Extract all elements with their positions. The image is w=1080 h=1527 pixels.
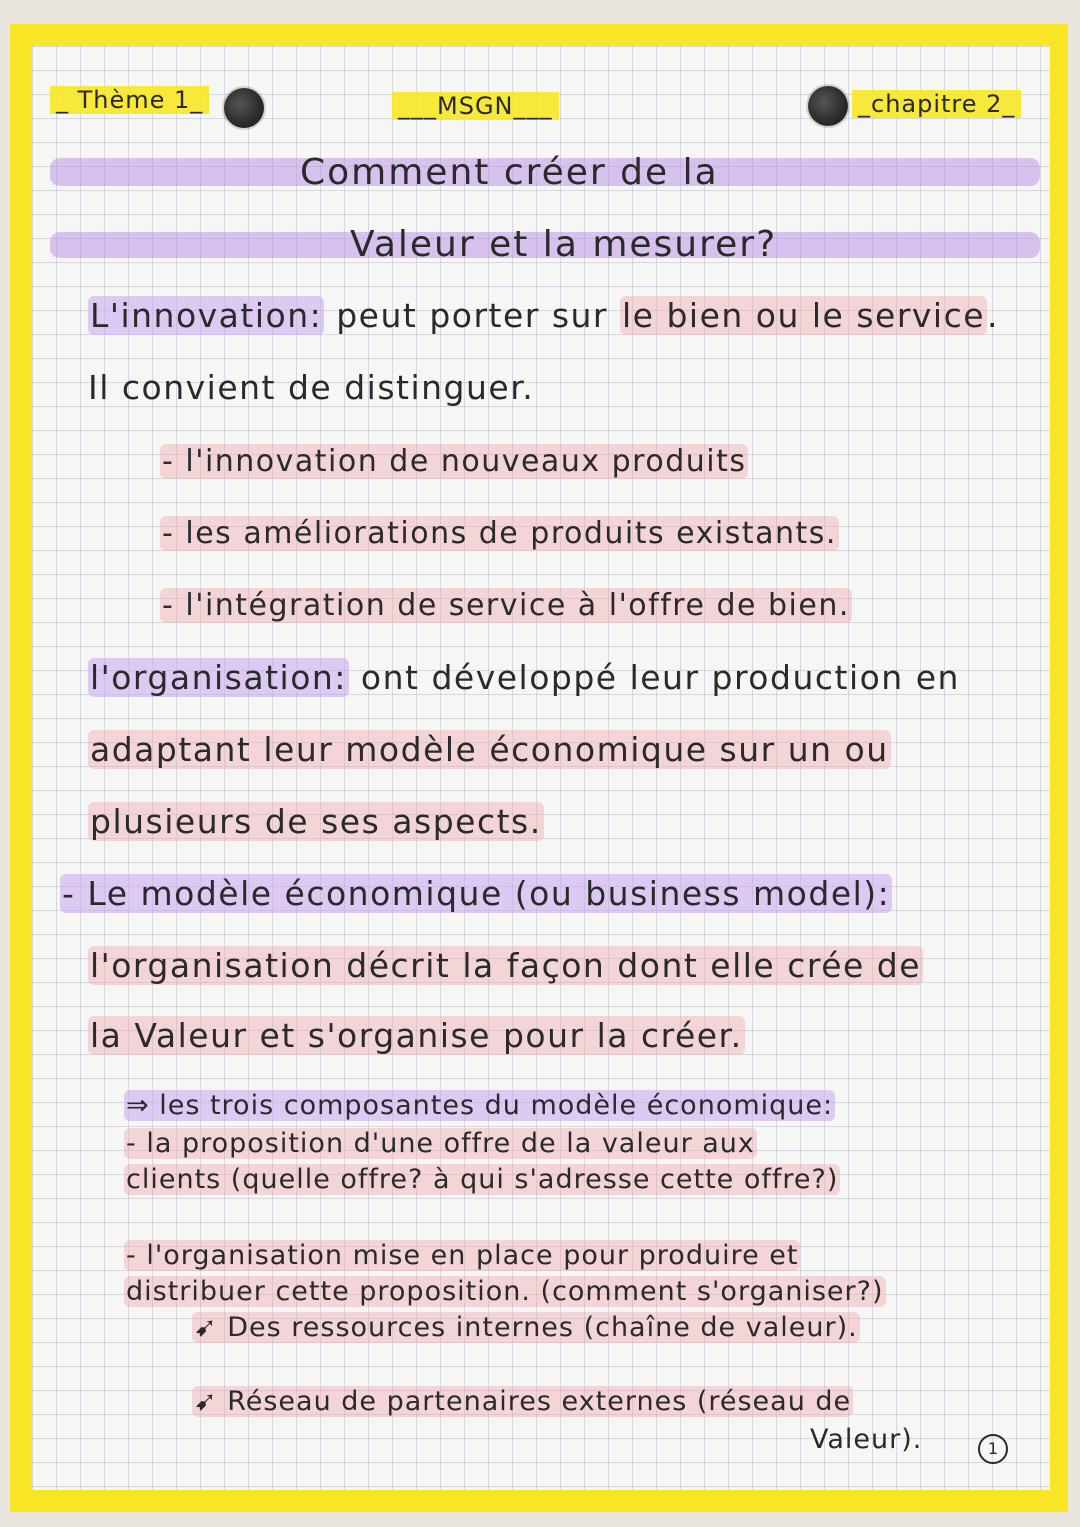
- header-subject: ___MSGN___: [392, 92, 559, 120]
- innovation-item-1: [160, 444, 748, 479]
- composante-2-sub-1-text: ➹ Des ressources internes (chaîne de valeur).: [194, 1312, 858, 1343]
- innovation-item-3-text: - l'intégration de service à l'offre de bien.: [162, 588, 850, 623]
- innovation-line-2: Il convient de distinguer.: [88, 368, 535, 407]
- modele-line-3: [88, 1016, 745, 1055]
- composante-2-line-2: [124, 1276, 886, 1307]
- modele-line-1: [60, 874, 892, 913]
- composante-1-line-1: [124, 1128, 757, 1159]
- composante-2-line-1: [124, 1240, 800, 1271]
- innovation-item-2: [160, 516, 839, 551]
- title-line-1: Comment créer de la: [300, 152, 719, 193]
- organisation-line-3: [88, 802, 544, 841]
- composante-2-sub-2-line-2: Valeur).: [810, 1424, 923, 1455]
- modele-line-2-text: l'organisation décrit la façon dont elle crée de: [90, 946, 922, 985]
- grid-paper: [32, 46, 1050, 1490]
- header-theme: _ Thème 1_: [50, 86, 209, 114]
- organisation-term: l'organisation:: [90, 658, 347, 697]
- binder-hole-right: [808, 86, 848, 126]
- composante-2-sub-2-line-1: [192, 1386, 853, 1417]
- page-number: 1: [978, 1434, 1008, 1464]
- organisation-line-3-text: plusieurs de ses aspects.: [90, 802, 542, 841]
- composante-1-line-1-text: - la proposition d'une offre de la valeur aux: [126, 1128, 755, 1159]
- composante-2-sub-1: [192, 1312, 860, 1343]
- organisation-line-2-text: adaptant leur modèle économique sur un ou: [90, 730, 889, 769]
- composante-1-line-2: [124, 1164, 840, 1195]
- notebook-sheet: [10, 24, 1068, 1512]
- innovation-end: .: [987, 296, 1000, 335]
- title-line-2: Valeur et la mesurer?: [350, 224, 778, 265]
- organisation-line-2: [88, 730, 891, 769]
- organisation-line-1: [88, 658, 960, 697]
- composantes-intro: [124, 1090, 835, 1121]
- modele-line-2: [88, 946, 923, 985]
- innovation-item-1-text: - l'innovation de nouveaux produits: [162, 444, 747, 479]
- modele-line-3-text: la Valeur et s'organise pour la créer.: [90, 1016, 743, 1055]
- header-chapter: _chapitre 2_: [852, 90, 1021, 118]
- binder-hole-left: [224, 88, 264, 128]
- innovation-highlight: le bien ou le service: [622, 296, 986, 335]
- innovation-rest: peut porter sur: [324, 296, 620, 335]
- composante-2-line-2-text: distribuer cette proposition. (comment s'organiser?): [126, 1276, 884, 1307]
- composantes-intro-text: ⇒ les trois composantes du modèle économique:: [126, 1090, 834, 1121]
- composante-1-line-2-text: clients (quelle offre? à qui s'adresse cette offre?): [126, 1164, 839, 1195]
- composante-2-sub-2-line-1-text: ➹ Réseau de partenaires externes (réseau de: [194, 1386, 852, 1417]
- innovation-line-1: [88, 296, 999, 335]
- organisation-rest: ont développé leur production en: [348, 658, 960, 697]
- innovation-item-3: [160, 588, 852, 623]
- innovation-term: L'innovation:: [90, 296, 323, 335]
- innovation-item-2-text: - les améliorations de produits existants.: [162, 516, 837, 551]
- modele-line-1-text: - Le modèle économique (ou business model):: [62, 874, 891, 913]
- composante-2-line-1-text: - l'organisation mise en place pour produire et: [126, 1240, 799, 1271]
